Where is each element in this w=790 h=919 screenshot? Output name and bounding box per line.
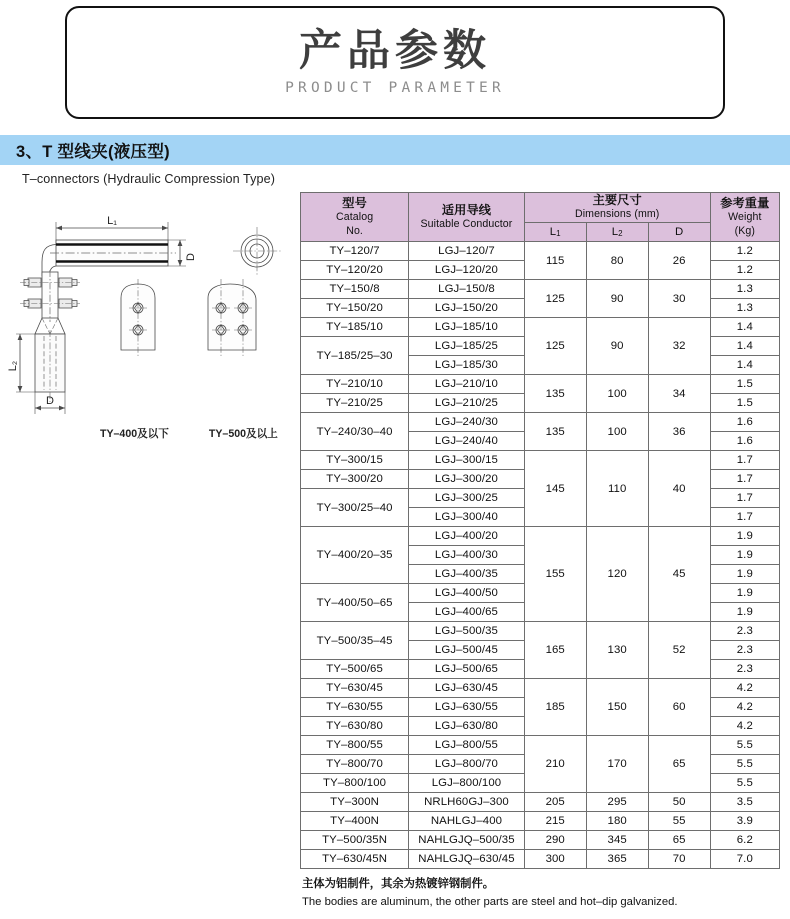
- cell-conductor: LGJ–400/35: [409, 565, 525, 584]
- table-header: [301, 193, 780, 242]
- cell-conductor: LGJ–400/30: [409, 546, 525, 565]
- cell-conductor: LGJ–210/10: [409, 375, 525, 394]
- cell-dimension-l1: 215: [524, 812, 586, 831]
- cell-dimension-d: 30: [648, 280, 710, 318]
- table-row: [301, 812, 780, 831]
- header-weight-cn: 参考重量: [720, 195, 770, 210]
- drawing-captions: [8, 426, 300, 441]
- cell-catalog-no: TY–800/100: [301, 774, 409, 793]
- header-catalog-en1: Catalog: [335, 210, 374, 223]
- cell-dimension-l2: 90: [586, 318, 648, 375]
- specification-table-area: [300, 186, 782, 912]
- cell-conductor: LGJ–630/80: [409, 717, 525, 736]
- cell-dimension-d: 70: [648, 850, 710, 869]
- cell-catalog-no: TY–300N: [301, 793, 409, 812]
- cell-conductor: LGJ–800/70: [409, 755, 525, 774]
- table-row: [301, 413, 780, 432]
- cell-catalog-no: TY–500/65: [301, 660, 409, 679]
- dimension-label-l2: L₂: [8, 360, 19, 372]
- cell-weight: 1.9: [710, 565, 779, 584]
- cell-dimension-l1: 210: [524, 736, 586, 793]
- header-catalog-no: [301, 193, 409, 242]
- cell-catalog-no: TY–400/20–35: [301, 527, 409, 584]
- cell-weight: 2.3: [710, 641, 779, 660]
- cell-weight: 7.0: [710, 850, 779, 869]
- table-row: [301, 831, 780, 850]
- cell-catalog-no: TY–185/10: [301, 318, 409, 337]
- header-weight-en: Weight: [728, 210, 762, 223]
- cell-weight: 5.5: [710, 755, 779, 774]
- cell-dimension-l2: 100: [586, 413, 648, 451]
- cell-weight: 1.5: [710, 394, 779, 413]
- cell-dimension-d: 34: [648, 375, 710, 413]
- cell-dimension-l2: 130: [586, 622, 648, 679]
- cell-weight: 3.5: [710, 793, 779, 812]
- cell-weight: 1.4: [710, 356, 779, 375]
- header-dimensions-en: Dimensions (mm): [574, 208, 660, 221]
- cell-dimension-d: 65: [648, 831, 710, 850]
- cell-weight: 1.7: [710, 489, 779, 508]
- cell-dimension-l2: 345: [586, 831, 648, 850]
- header-dimensions: [524, 193, 710, 223]
- cell-dimension-l2: 120: [586, 527, 648, 622]
- section-heading-bar: [0, 135, 790, 165]
- table-row: [301, 850, 780, 869]
- cell-catalog-no: TY–630/45N: [301, 850, 409, 869]
- cell-catalog-no: TY–630/45: [301, 679, 409, 698]
- header-suitable-conductor: [409, 193, 525, 242]
- cell-weight: 1.3: [710, 299, 779, 318]
- cell-conductor: LGJ–500/65: [409, 660, 525, 679]
- cell-catalog-no: TY–240/30–40: [301, 413, 409, 451]
- dimension-label-d-top: D: [185, 253, 197, 261]
- cell-dimension-l1: 155: [524, 527, 586, 622]
- cell-conductor: LGJ–185/25: [409, 337, 525, 356]
- cell-dimension-l1: 290: [524, 831, 586, 850]
- cell-conductor: LGJ–500/45: [409, 641, 525, 660]
- cell-catalog-no: TY–120/7: [301, 242, 409, 261]
- cell-dimension-d: 65: [648, 736, 710, 793]
- header-dimensions-cn: 主要尺寸: [592, 193, 642, 207]
- cell-dimension-l1: 165: [524, 622, 586, 679]
- cell-catalog-no: TY–300/15: [301, 451, 409, 470]
- cell-catalog-no: TY–630/55: [301, 698, 409, 717]
- cell-conductor: LGJ–240/30: [409, 413, 525, 432]
- cell-conductor: LGJ–300/20: [409, 470, 525, 489]
- header-l2: L2: [586, 223, 648, 242]
- cell-conductor: LGJ–185/30: [409, 356, 525, 375]
- product-parameter-banner: [65, 6, 725, 119]
- cell-catalog-no: TY–400N: [301, 812, 409, 831]
- cell-weight: 2.3: [710, 660, 779, 679]
- cell-dimension-d: 45: [648, 527, 710, 622]
- cell-conductor: LGJ–185/10: [409, 318, 525, 337]
- header-d: D: [648, 223, 710, 242]
- cell-dimension-l2: 80: [586, 242, 648, 280]
- header-weight-unit: (Kg): [734, 224, 756, 237]
- cell-conductor: LGJ–120/7: [409, 242, 525, 261]
- cell-catalog-no: TY–800/55: [301, 736, 409, 755]
- header-catalog-cn: 型号: [342, 195, 367, 210]
- table-row: [301, 793, 780, 812]
- cell-conductor: LGJ–630/45: [409, 679, 525, 698]
- drawing-caption-ty500: TY–500及以上: [208, 428, 278, 440]
- cell-catalog-no: TY–500/35N: [301, 831, 409, 850]
- table-row: [301, 736, 780, 755]
- cell-conductor: LGJ–210/25: [409, 394, 525, 413]
- dimension-label-l1: L₁: [107, 215, 117, 227]
- cell-dimension-l1: 135: [524, 413, 586, 451]
- banner-container: [0, 0, 790, 119]
- cell-dimension-l1: 300: [524, 850, 586, 869]
- cell-weight: 5.5: [710, 774, 779, 793]
- cell-weight: 1.7: [710, 508, 779, 527]
- cell-dimension-d: 36: [648, 413, 710, 451]
- table-header-row-1: [301, 193, 780, 223]
- cell-weight: 1.5: [710, 375, 779, 394]
- note-en: The bodies are aluminum, the other parts are steel and hot–dip galvanized.: [302, 896, 678, 909]
- cell-weight: 1.9: [710, 546, 779, 565]
- table-row: [301, 679, 780, 698]
- header-catalog-en2: No.: [346, 224, 363, 237]
- cell-conductor: NAHLGJ–400: [409, 812, 525, 831]
- cell-catalog-no: TY–300/20: [301, 470, 409, 489]
- cell-catalog-no: TY–150/20: [301, 299, 409, 318]
- cell-weight: 4.2: [710, 698, 779, 717]
- cell-weight: 5.5: [710, 736, 779, 755]
- technical-drawing: [8, 186, 300, 441]
- cell-catalog-no: TY–210/10: [301, 375, 409, 394]
- cell-weight: 1.2: [710, 242, 779, 261]
- content-area: [0, 186, 790, 912]
- cell-weight: 1.2: [710, 261, 779, 280]
- cell-conductor: LGJ–800/100: [409, 774, 525, 793]
- cell-conductor: NAHLGJQ–500/35: [409, 831, 525, 850]
- cell-conductor: LGJ–400/65: [409, 603, 525, 622]
- cell-catalog-no: TY–630/80: [301, 717, 409, 736]
- cell-conductor: NAHLGJQ–630/45: [409, 850, 525, 869]
- cell-weight: 1.7: [710, 470, 779, 489]
- table-row: [301, 375, 780, 394]
- cell-conductor: LGJ–300/25: [409, 489, 525, 508]
- cell-dimension-l1: 125: [524, 318, 586, 375]
- cell-weight: 1.6: [710, 413, 779, 432]
- cell-dimension-d: 60: [648, 679, 710, 736]
- cell-dimension-l1: 205: [524, 793, 586, 812]
- section-heading-en: T–connectors (Hydraulic Compression Type): [22, 172, 276, 186]
- header-conductor-cn: 适用导线: [441, 202, 492, 217]
- cell-dimension-d: 55: [648, 812, 710, 831]
- cell-dimension-l2: 90: [586, 280, 648, 318]
- cell-catalog-no: TY–800/70: [301, 755, 409, 774]
- cell-weight: 1.7: [710, 451, 779, 470]
- cell-dimension-l2: 295: [586, 793, 648, 812]
- header-weight: [710, 193, 779, 242]
- cell-dimension-d: 50: [648, 793, 710, 812]
- table-row: [301, 280, 780, 299]
- cell-conductor: LGJ–120/20: [409, 261, 525, 280]
- cell-conductor: LGJ–300/15: [409, 451, 525, 470]
- section-heading-cn: 3、T 型线夹(液压型): [16, 143, 170, 161]
- cell-weight: 1.4: [710, 318, 779, 337]
- cell-weight: 1.3: [710, 280, 779, 299]
- cell-catalog-no: TY–300/25–40: [301, 489, 409, 527]
- cell-weight: 1.4: [710, 337, 779, 356]
- cell-catalog-no: TY–185/25–30: [301, 337, 409, 375]
- cell-weight: 4.2: [710, 679, 779, 698]
- cell-catalog-no: TY–400/50–65: [301, 584, 409, 622]
- note-cn: 主体为铝制件，其余为热镀锌钢制件。: [302, 878, 495, 891]
- cell-catalog-no: TY–150/8: [301, 280, 409, 299]
- cell-dimension-l2: 170: [586, 736, 648, 793]
- cell-conductor: LGJ–800/55: [409, 736, 525, 755]
- cell-conductor: LGJ–240/40: [409, 432, 525, 451]
- cell-weight: 3.9: [710, 812, 779, 831]
- cell-dimension-d: 52: [648, 622, 710, 679]
- header-conductor-en: Suitable Conductor: [420, 217, 513, 230]
- cell-weight: 6.2: [710, 831, 779, 850]
- cell-catalog-no: TY–500/35–45: [301, 622, 409, 660]
- cell-dimension-d: 32: [648, 318, 710, 375]
- banner-title-en: PRODUCT PARAMETER: [285, 80, 505, 97]
- table-row: [301, 527, 780, 546]
- header-l1: L1: [524, 223, 586, 242]
- table-row: [301, 451, 780, 470]
- cell-dimension-l2: 110: [586, 451, 648, 527]
- cell-dimension-l2: 150: [586, 679, 648, 736]
- cell-weight: 1.6: [710, 432, 779, 451]
- cell-conductor: LGJ–500/35: [409, 622, 525, 641]
- cell-dimension-l2: 100: [586, 375, 648, 413]
- cell-dimension-l1: 135: [524, 375, 586, 413]
- table-row: [301, 622, 780, 641]
- cell-dimension-l1: 125: [524, 280, 586, 318]
- cell-dimension-l2: 365: [586, 850, 648, 869]
- table-body: [301, 242, 780, 869]
- specification-table: [300, 192, 780, 869]
- cell-conductor: LGJ–300/40: [409, 508, 525, 527]
- table-row: [301, 318, 780, 337]
- cell-catalog-no: TY–210/25: [301, 394, 409, 413]
- drawing-caption-ty400: TY–400及以下: [100, 428, 169, 440]
- cell-weight: 2.3: [710, 622, 779, 641]
- banner-title-cn: 产品参数: [299, 25, 491, 76]
- cell-conductor: NRLH60GJ–300: [409, 793, 525, 812]
- cell-catalog-no: TY–120/20: [301, 261, 409, 280]
- cell-dimension-l1: 145: [524, 451, 586, 527]
- cell-weight: 1.9: [710, 527, 779, 546]
- cell-dimension-l1: 115: [524, 242, 586, 280]
- cell-dimension-d: 40: [648, 451, 710, 527]
- table-notes: [300, 869, 782, 912]
- dimension-label-d-bottom: D: [46, 395, 54, 407]
- cell-conductor: LGJ–400/20: [409, 527, 525, 546]
- cell-dimension-l2: 180: [586, 812, 648, 831]
- cell-conductor: LGJ–630/55: [409, 698, 525, 717]
- cell-weight: 1.9: [710, 603, 779, 622]
- cell-conductor: LGJ–400/50: [409, 584, 525, 603]
- cell-conductor: LGJ–150/8: [409, 280, 525, 299]
- cell-weight: 1.9: [710, 584, 779, 603]
- cell-conductor: LGJ–150/20: [409, 299, 525, 318]
- table-row: [301, 242, 780, 261]
- cell-dimension-l1: 185: [524, 679, 586, 736]
- cell-dimension-d: 26: [648, 242, 710, 280]
- t-connector-diagram-svg: [8, 204, 300, 419]
- cell-weight: 4.2: [710, 717, 779, 736]
